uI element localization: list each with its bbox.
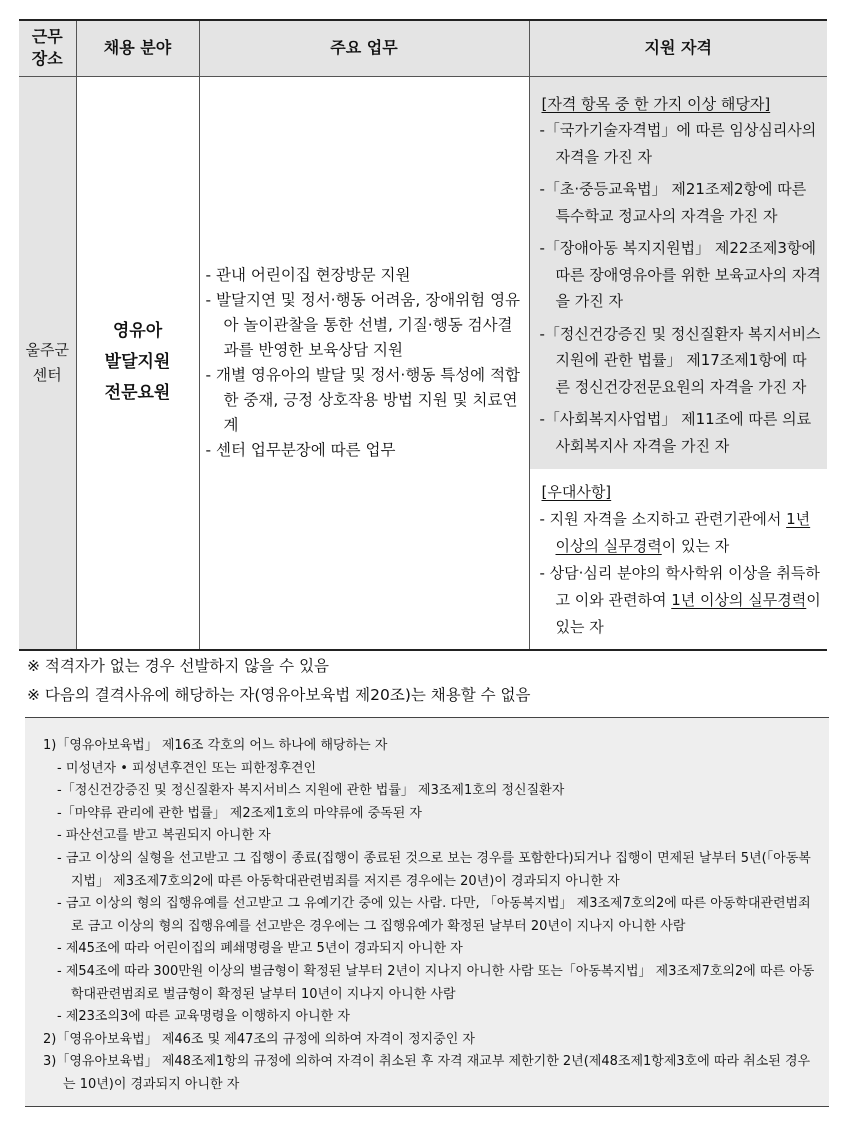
header-location: 근무 장소 — [19, 20, 76, 76]
qualification-item: -「초·중등교육법」 제21조제2항에 따른 특수학교 정교사의 자격을 가진 자 — [539, 180, 807, 225]
qualifications-block — [530, 77, 828, 469]
header-duties: 주요 업무 — [199, 20, 529, 76]
disqualification-subitem: -「정신건강증진 및 정신질환자 복지서비스 지원에 관한 법률」 제3조제1호의 정신질환자 — [57, 783, 565, 799]
qualification-item: -「장애아동 복지지원법」 제22조제3항에 따른 장애영유아를 위한 보육교사의 자격을 가진 자 — [539, 239, 821, 310]
disqualification-subitem: - 제54조에 따라 300만원 이상의 벌금형이 확정된 날부터 2년이 지나지 아니한 사람 또는「아동복지법」 제3조제7호의2에 따른 아동학대관련범죄로 벌금형이 확정된 날부터 10년이 지나지 아니한 사람 — [57, 963, 815, 1002]
preferences-header: [우대사항] — [541, 482, 612, 501]
disqualification-subitem: - 제45조에 따라 어린이집의 폐쇄명령을 받고 5년이 경과되지 아니한 자 — [57, 941, 463, 957]
note-line: ※ 적격자가 없는 경우 선발하지 않을 수 있음 — [27, 657, 330, 675]
field-cell: 영유아 발달지원 전문요원 — [76, 76, 199, 650]
header-field: 채용 분야 — [76, 20, 199, 76]
disqualification-subitem: - 파산선고를 받고 복권되지 아니한 자 — [57, 828, 271, 844]
qualification-item: -「사회복지사업법」 제11조에 따른 의료사회복지사 자격을 가진 자 — [539, 410, 812, 455]
disqualification-box — [25, 717, 829, 1107]
qualifications-header: [자격 항목 중 한 가지 이상 해당자] — [541, 94, 771, 113]
disqualification-item: 1)「영유아보육법」 제16조 각호의 어느 하나에 해당하는 자 — [43, 738, 388, 753]
location-cell: 울주군 센터 — [19, 76, 76, 650]
header-qualifications: 지원 자격 — [529, 20, 827, 76]
duty-item: - 개별 영유아의 발달 및 정서·행동 특성에 적합한 중재, 긍정 상호작용 방법 지원 및 치료연계 — [205, 365, 521, 434]
duty-item: - 발달지연 및 정서·행동 어려움, 장애위험 영유아 놀이관찰을 통한 선별, 기질·행동 검사결과를 반영한 보육상담 지원 — [205, 290, 521, 359]
disqualification-subitem: - 금고 이상의 실형을 선고받고 그 집행이 종료(집행이 종료된 것으로 보는 경우를 포함한다)되거나 집행이 면제된 날부터 5년(「아동복지법」 제3조제7호의2에 따른 아동학대관련범죄를 저지른 경우에는 20년)이 경과되지 아니한 자 — [57, 850, 811, 889]
notes — [27, 652, 530, 710]
duty-item: - 센터 업무분장에 따른 업무 — [205, 440, 396, 459]
table-header-row — [19, 20, 827, 76]
preference-item: - 지원 자격을 소지하고 관련기관에서 1년 이상의 실무경력이 있는 자 — [539, 509, 811, 555]
qualification-item: -「정신건강증진 및 정신질환자 복지서비스 지원에 관한 법률」 제17조제1항에 따른 정신건강전문요원의 자격을 가진 자 — [539, 324, 821, 396]
disqualification-item: 2)「영유아보육법」 제46조 및 제47조의 규정에 의하여 자격이 정지중인 자 — [43, 1031, 475, 1047]
disqualification-subitem: - 제23조의3에 따른 교육명령을 이행하지 아니한 자 — [57, 1009, 350, 1025]
recruitment-table — [19, 19, 827, 651]
qualification-item: -「국가기술자격법」에 따른 임상심리사의 자격을 가진 자 — [539, 121, 817, 166]
table-row — [19, 76, 827, 650]
experience-highlight: 1년 이상의 실무경력 — [671, 590, 807, 609]
disqualification-item: 3)「영유아보육법」 제48조제1항의 규정에 의하여 자격이 취소된 후 자격 재교부 제한기한 2년(제48조제1항제3호에 따라 취소된 경우는 10년)이 경과되지 아니한 자 — [43, 1054, 811, 1092]
disqualification-subitem: - 금고 이상의 형의 집행유예를 선고받고 그 유예기간 중에 있는 사람. 다만, 「아동복지법」 제3조제7호의2에 따른 아동학대관련범죄로 금고 이상의 형의 집행유예를 선고받은 경우에는 그 집행유예가 확정된 날부터 20년이 지나지 아니한 사람 — [57, 896, 811, 934]
duty-item: - 관내 어린이집 현장방문 지원 — [205, 265, 411, 284]
experience-highlight: 1년 이상의 실무경력 — [555, 509, 811, 555]
preference-item: - 상담·심리 분야의 학사학위 이상을 취득하고 이와 관련하여 1년 이상의 실무경력이 있는 자 — [539, 563, 821, 636]
duties-cell — [199, 76, 529, 650]
note-line: ※ 다음의 결격사유에 해당하는 자(영유아보육법 제20조)는 채용할 수 없음 — [27, 686, 531, 704]
preferences-block — [530, 469, 828, 649]
disqualification-subitem: - 미성년자 • 피성년후견인 또는 피한정후견인 — [57, 760, 317, 776]
qualifications-cell — [529, 76, 827, 650]
disqualification-subitem: -「마약류 관리에 관한 법률」 제2조제1호의 마약류에 중독된 자 — [57, 805, 422, 821]
